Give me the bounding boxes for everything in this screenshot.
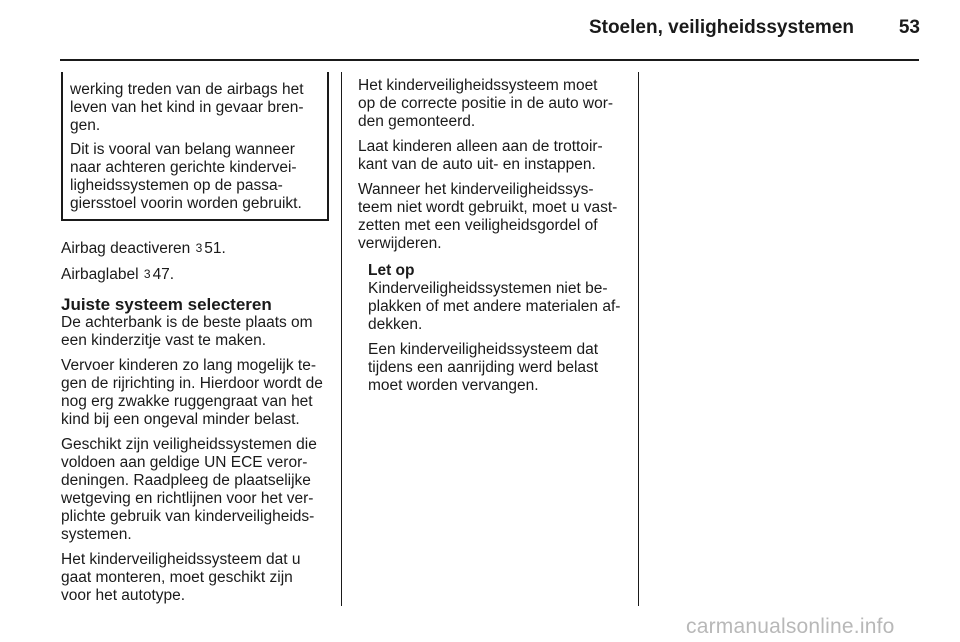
note-block [368,262,628,395]
column-divider-left [341,72,342,606]
column-middle [358,77,628,402]
paragraph: Het kinderveiligheidssysteem dat u gaat monteren, moet geschikt zijn voor het autotype. [61,551,301,604]
page-reference-arrow-icon: 3 [195,241,203,255]
column-divider-right [638,72,639,606]
paragraph: Geschikt zijn veiligheidssystemen die voldoen aan geldige UN ECE veror- deningen. Raadpleeg de plaatselijke wetgeving en richtlijnen voor het ver- plichte gebruik van kinderveiligheids- systemen. [61,436,317,543]
paragraph: Het kinderveiligheidssysteem moet op de correcte positie in de auto wor- den gemonteerd. [358,77,614,130]
page-number: 53 [898,17,920,38]
cross-reference-airbag-deactivate[interactable]: Airbag deactiveren 3 51. [61,240,226,257]
page-reference-arrow-icon: 3 [143,267,151,281]
cross-reference-airbag-label[interactable]: Airbaglabel 3 47. [61,266,175,283]
column-left [61,72,333,612]
note-title: Let op [368,262,415,279]
warning-paragraph-1: werking treden van de airbags het leven van het kind in gevaar bren- gen. [70,81,304,134]
paragraph: Laat kinderen alleen aan de trottoir- kant van de auto uit- en instappen. [358,138,603,173]
warning-paragraph-2: Dit is vooral van belang wanneer naar achteren gerichte kindervei- ligheidssystemen op de passa- giersstoel voorin worden gebruikt. [70,141,302,212]
paragraph: Vervoer kinderen zo lang mogelijk te- gen de rijrichting in. Hierdoor wordt de nog erg zwakke ruggengraat van het kind bij een ongeval minder belast. [61,357,323,428]
paragraph: Wanneer het kinderveiligheidssys- teem niet wordt gebruikt, moet u vast- zetten met een veiligheidsgordel of verwijderen. [358,181,618,252]
header-divider [60,59,919,61]
page-title: Stoelen, veiligheidssystemen [588,17,854,38]
note-paragraph: Een kinderveiligheidssysteem dat tijdens een aanrijding werd belast moet worden vervangen. [368,341,599,394]
watermark: carmanualsonline.info [686,615,895,638]
note-paragraph: Kinderveiligheidssystemen niet be- plakken of met andere materialen af- dekken. [368,280,621,333]
warning-box [61,72,329,221]
paragraph: De achterbank is de beste plaats om een kinderzitje vast te maken. [61,314,313,349]
section-heading: Juiste systeem selecteren [61,295,272,314]
